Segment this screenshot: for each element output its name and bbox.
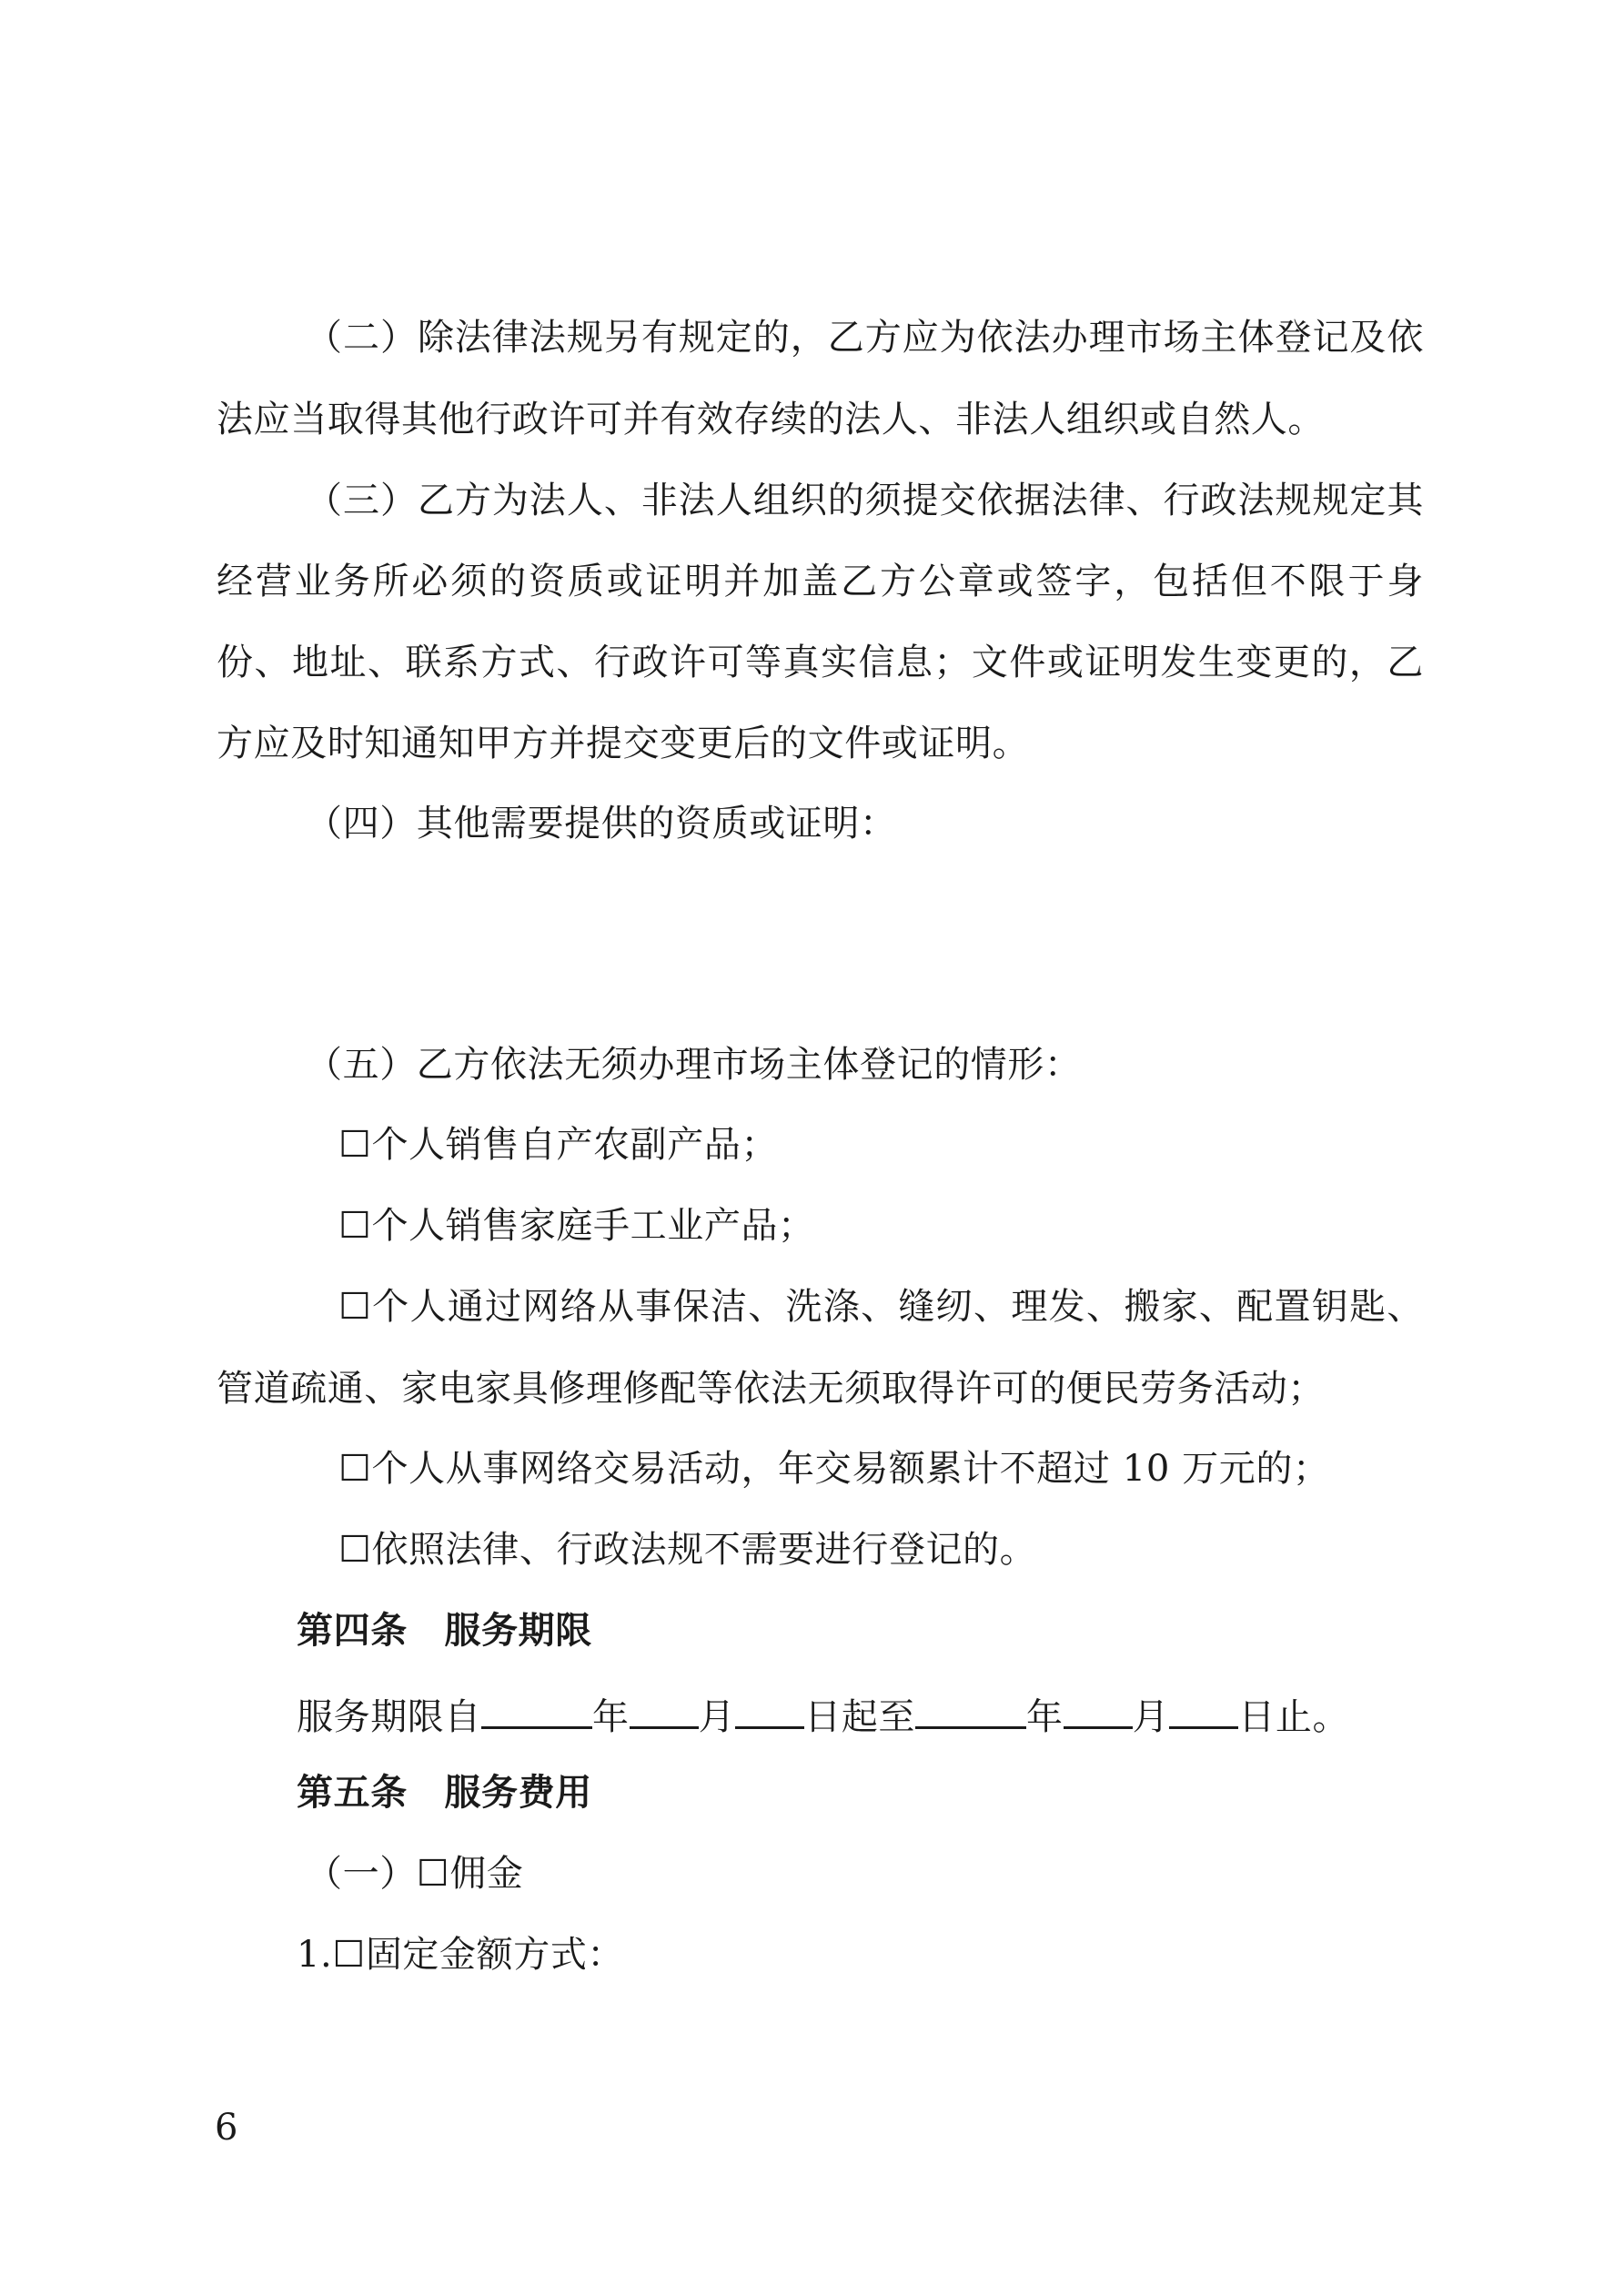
end-day-label: 日止。 (1238, 1696, 1350, 1738)
end-year-label: 年 (1026, 1696, 1064, 1738)
fixed-amount-option: 1.☐固定金额方式： (297, 1934, 625, 1976)
end-day-blank[interactable] (1169, 1694, 1238, 1729)
option-self-produced-agricultural: ☐个人销售自产农副产品； (338, 1124, 779, 1166)
paragraph-3-line-2: 经营业务所必须的资质或证明并加盖乙方公章或签字，包括但不限于身 (217, 561, 1424, 602)
article-5-heading: 第五条 服务费用 (297, 1772, 592, 1814)
paragraph-4-line-1: （四）其他需要提供的资质或证明： (306, 803, 897, 845)
start-day-blank[interactable] (735, 1694, 804, 1729)
article-4-heading: 第四条 服务期限 (297, 1610, 592, 1652)
paragraph-3-line-4: 方应及时知通知甲方并提交变更后的文件或证明。 (217, 723, 1030, 764)
start-day-label: 日起至 (804, 1696, 916, 1738)
end-month-blank[interactable] (1064, 1694, 1133, 1729)
start-year-label: 年 (592, 1696, 630, 1738)
service-period-prefix: 服务期限自 (297, 1696, 481, 1738)
start-month-blank[interactable] (630, 1694, 699, 1729)
option-household-handicraft: ☐个人销售家庭手工业产品； (338, 1205, 815, 1247)
service-period-line (297, 1694, 1350, 1738)
start-year-blank[interactable] (481, 1694, 592, 1729)
option-convenience-services-line-1: ☐个人通过网络从事保洁、洗涤、缝纫、理发、搬家、配置钥匙、 (338, 1286, 1424, 1328)
option-convenience-services-line-2: 管道疏通、家电家具修理修配等依法无须取得许可的便民劳务活动； (217, 1368, 1325, 1410)
end-month-label: 月 (1132, 1696, 1170, 1738)
paragraph-2-line-1: （二）除法律法规另有规定的，乙方应为依法办理市场主体登记及依 (306, 317, 1424, 359)
paragraph-3-line-1: （三）乙方为法人、非法人组织的须提交依据法律、行政法规规定其 (306, 480, 1424, 521)
end-year-blank[interactable] (915, 1694, 1026, 1729)
paragraph-5-line-1: （五）乙方依法无须办理市场主体登记的情形： (306, 1044, 1082, 1086)
option-online-trading-limit: ☐个人从事网络交易活动，年交易额累计不超过 10 万元的； (338, 1448, 1330, 1490)
paragraph-2-line-2: 法应当取得其他行政许可并有效存续的法人、非法人组织或自然人。 (217, 399, 1325, 440)
option-no-registration-required: ☐依照法律、行政法规不需要进行登记的。 (338, 1529, 1037, 1571)
commission-option: （一）☐佣金 (306, 1853, 524, 1895)
paragraph-3-line-3: 份、地址、联系方式、行政许可等真实信息；文件或证明发生变更的，乙 (217, 642, 1424, 683)
start-month-label: 月 (698, 1696, 736, 1738)
page-number: 6 (215, 2107, 238, 2149)
